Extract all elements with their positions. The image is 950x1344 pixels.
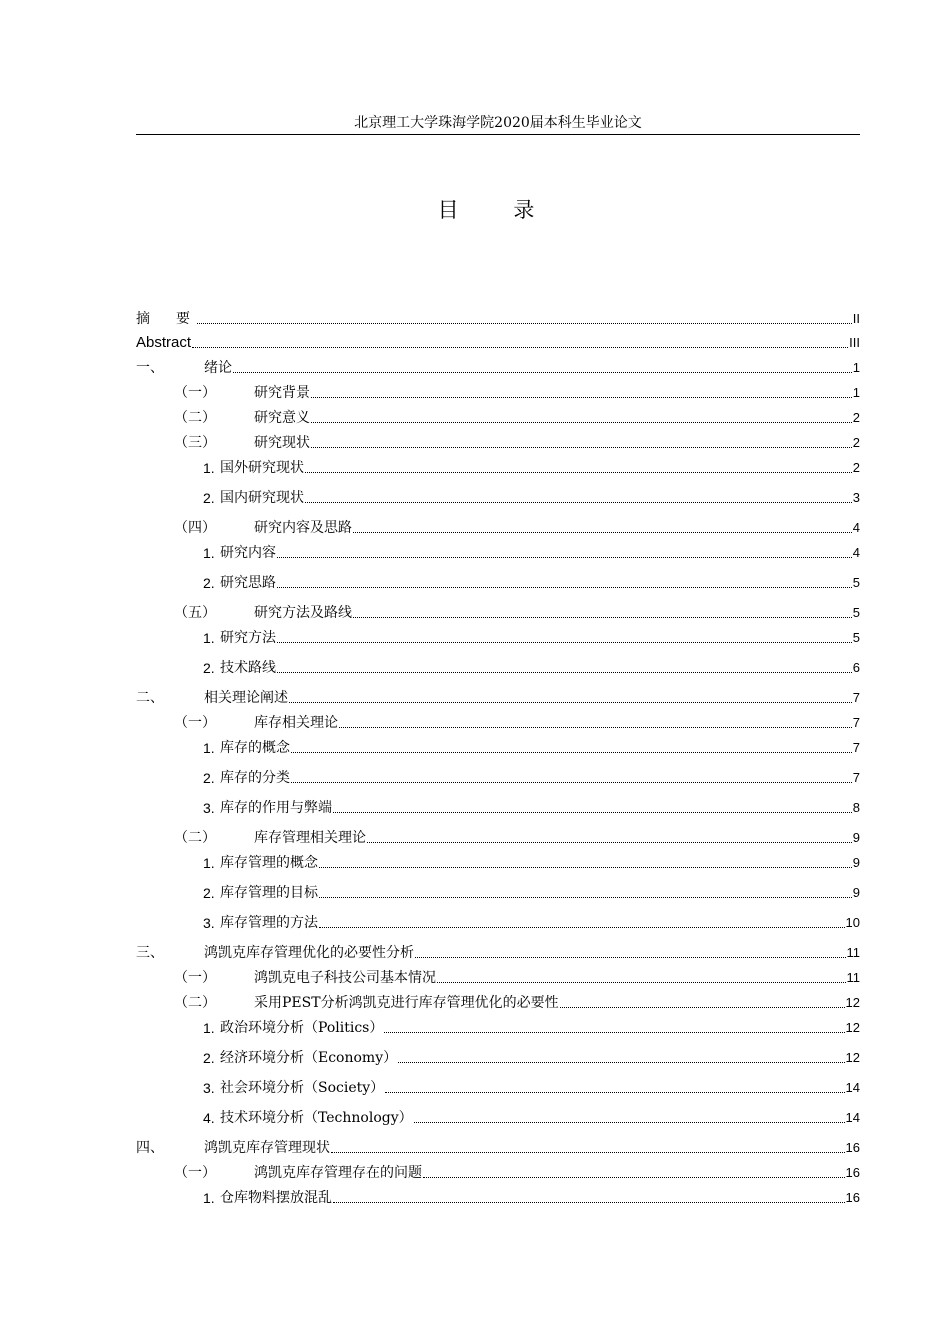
toc-page-number: 4 bbox=[852, 520, 860, 535]
toc-entry-label: 库存管理的概念 bbox=[220, 855, 318, 871]
toc-entry-number: 2. bbox=[203, 660, 215, 676]
toc-entry[interactable] bbox=[136, 687, 860, 707]
toc-page-number: 2 bbox=[852, 410, 860, 425]
toc-page-number: 7 bbox=[852, 770, 860, 785]
toc-entry-number: 1. bbox=[203, 855, 215, 871]
toc-entry-number: 1. bbox=[203, 460, 215, 476]
toc-page-number: 14 bbox=[845, 1080, 860, 1095]
toc-page-number: 5 bbox=[852, 605, 860, 620]
toc-page-number: 16 bbox=[845, 1165, 860, 1180]
toc-entry-number: （二） bbox=[174, 830, 216, 846]
toc-entry[interactable] bbox=[174, 432, 860, 452]
toc-entry-number: （四） bbox=[174, 520, 216, 536]
toc-entry-label: 经济环境分析（Economy） bbox=[220, 1050, 398, 1066]
toc-entry[interactable] bbox=[203, 852, 860, 872]
toc-leader-dots bbox=[192, 346, 848, 348]
toc-entry[interactable] bbox=[203, 737, 860, 757]
toc-entry-number: （五） bbox=[174, 605, 216, 621]
toc-entry[interactable] bbox=[203, 797, 860, 817]
toc-entry-label: 鸿凯克库存管理现状 bbox=[204, 1140, 330, 1156]
toc-entry-number: 一、 bbox=[136, 360, 164, 376]
toc-entry-number: 四、 bbox=[136, 1140, 164, 1156]
toc-entry[interactable] bbox=[203, 457, 860, 477]
toc-entry-number: 2. bbox=[203, 575, 215, 591]
toc-page-number: 16 bbox=[845, 1190, 860, 1205]
toc-entry-label: 库存的概念 bbox=[220, 740, 290, 756]
toc-entry-number: 3. bbox=[203, 800, 215, 816]
toc-leader-dots bbox=[339, 726, 852, 728]
toc-entry[interactable] bbox=[174, 967, 860, 987]
toc-entry-label: 研究方法及路线 bbox=[254, 605, 352, 621]
toc-entry[interactable] bbox=[203, 912, 860, 932]
toc-leader-dots bbox=[311, 421, 852, 423]
toc-leader-dots bbox=[277, 586, 852, 588]
toc-page-number: 14 bbox=[845, 1110, 860, 1125]
toc-page-number: 12 bbox=[845, 995, 860, 1010]
toc-entry-label: 库存管理的方法 bbox=[220, 915, 318, 931]
toc-entry-number: （一） bbox=[174, 1165, 216, 1181]
toc-leader-dots bbox=[319, 926, 845, 928]
toc-page-number: 12 bbox=[845, 1050, 860, 1065]
toc-entry-label: 库存的作用与弊端 bbox=[220, 800, 332, 816]
toc-leader-dots bbox=[319, 866, 852, 868]
toc-entry-label: 绪论 bbox=[204, 360, 232, 376]
toc-page-number: 4 bbox=[852, 545, 860, 560]
toc-entry[interactable] bbox=[203, 627, 860, 647]
toc-entry[interactable] bbox=[174, 712, 860, 732]
toc-page-number: III bbox=[849, 335, 860, 350]
toc-entry[interactable] bbox=[174, 382, 860, 402]
toc-entry[interactable] bbox=[136, 332, 860, 352]
toc-leader-dots bbox=[398, 1061, 844, 1063]
toc-entry[interactable] bbox=[174, 517, 860, 537]
toc-entry[interactable] bbox=[136, 1137, 860, 1157]
toc-entry[interactable] bbox=[203, 1047, 860, 1067]
toc-leader-dots bbox=[384, 1031, 844, 1033]
toc-entry-number: 摘 要 bbox=[136, 311, 196, 327]
toc-entry-number: 二、 bbox=[136, 690, 164, 706]
toc-page-number: 7 bbox=[852, 715, 860, 730]
toc-page-number: 5 bbox=[852, 630, 860, 645]
toc-leader-dots bbox=[197, 322, 852, 324]
toc-entry-label: 政治环境分析（Politics） bbox=[220, 1020, 384, 1036]
toc-entry-number: 1. bbox=[203, 630, 215, 646]
toc-entry-number: （一） bbox=[174, 385, 216, 401]
toc-leader-dots bbox=[233, 371, 852, 373]
page-header bbox=[136, 116, 860, 135]
toc-entry[interactable] bbox=[174, 827, 860, 847]
toc-page-number: 7 bbox=[852, 740, 860, 755]
toc-entry-number: 2. bbox=[203, 885, 215, 901]
toc-entry-label: 库存相关理论 bbox=[254, 715, 338, 731]
toc-leader-dots bbox=[560, 1006, 845, 1008]
toc-entry-label: 相关理论阐述 bbox=[204, 690, 288, 706]
toc-page-number: 9 bbox=[852, 885, 860, 900]
toc-leader-dots bbox=[353, 616, 852, 618]
toc-entry-number: 3. bbox=[203, 915, 215, 931]
toc-page-number: 11 bbox=[846, 970, 860, 985]
toc-entry[interactable] bbox=[136, 308, 860, 328]
toc-entry-label: 库存管理相关理论 bbox=[254, 830, 366, 846]
toc-entry[interactable] bbox=[136, 942, 860, 962]
toc-leader-dots bbox=[415, 956, 846, 958]
toc-leader-dots bbox=[333, 811, 852, 813]
toc-page-number: 8 bbox=[852, 800, 860, 815]
page-title: 目 录 bbox=[437, 198, 559, 222]
toc-leader-dots bbox=[385, 1091, 844, 1093]
header-text: 北京理工大学珠海学院2020届本科生毕业论文 bbox=[354, 115, 642, 131]
toc-entry-label: 库存管理的目标 bbox=[220, 885, 318, 901]
toc-entry[interactable] bbox=[203, 1187, 860, 1207]
toc-entry[interactable] bbox=[203, 767, 860, 787]
toc-leader-dots bbox=[319, 896, 852, 898]
toc-entry[interactable] bbox=[174, 992, 860, 1012]
toc-entry-label: 研究现状 bbox=[254, 435, 310, 451]
toc-page-number: 3 bbox=[852, 490, 860, 505]
toc-page-number: 2 bbox=[852, 435, 860, 450]
toc-entry[interactable] bbox=[174, 1162, 860, 1182]
toc-entry-number: 2. bbox=[203, 1050, 215, 1066]
toc-entry-number: 1. bbox=[203, 545, 215, 561]
toc-entry-label: 技术路线 bbox=[220, 660, 276, 676]
toc-entry-number: 1. bbox=[203, 740, 215, 756]
toc-page-number: 9 bbox=[852, 830, 860, 845]
toc-entry-label: 研究方法 bbox=[220, 630, 276, 646]
toc-entry-number: （一） bbox=[174, 970, 216, 986]
toc-entry-label: 技术环境分析（Technology） bbox=[220, 1110, 413, 1126]
toc-entry-label: 研究思路 bbox=[220, 575, 276, 591]
toc-entry-number: 2. bbox=[203, 770, 215, 786]
toc-leader-dots bbox=[291, 751, 852, 753]
toc-entry[interactable] bbox=[203, 657, 860, 677]
toc-entry-number: （二） bbox=[174, 995, 216, 1011]
toc-entry-label: 国外研究现状 bbox=[220, 460, 304, 476]
toc-entry-number: 1. bbox=[203, 1190, 215, 1206]
toc-page-number: 16 bbox=[845, 1140, 860, 1155]
toc-leader-dots bbox=[289, 701, 852, 703]
toc-entry-number: （一） bbox=[174, 715, 216, 731]
toc-leader-dots bbox=[311, 446, 852, 448]
toc-leader-dots bbox=[277, 671, 852, 673]
toc-entry-number: （三） bbox=[174, 435, 216, 451]
toc-entry[interactable] bbox=[174, 602, 860, 622]
toc-entry-label: 鸿凯克库存管理优化的必要性分析 bbox=[204, 945, 414, 961]
toc-entry-label: 国内研究现状 bbox=[220, 490, 304, 506]
toc-entry-number: Abstract bbox=[136, 334, 192, 351]
toc-entry-number: 1. bbox=[203, 1020, 215, 1036]
toc-page-number: II bbox=[852, 311, 860, 326]
toc-page-number: 2 bbox=[852, 460, 860, 475]
toc-leader-dots bbox=[414, 1121, 845, 1123]
toc-entry[interactable] bbox=[203, 542, 860, 562]
toc-leader-dots bbox=[333, 1201, 845, 1203]
toc-leader-dots bbox=[305, 471, 852, 473]
toc-entry-number: 2. bbox=[203, 490, 215, 506]
toc-leader-dots bbox=[331, 1151, 845, 1153]
toc-entry-label: 研究意义 bbox=[254, 410, 310, 426]
toc-entry[interactable] bbox=[136, 357, 860, 377]
toc-page-number: 5 bbox=[852, 575, 860, 590]
toc-entry-label: 研究内容及思路 bbox=[254, 520, 352, 536]
toc-page-number: 1 bbox=[852, 385, 860, 400]
toc-leader-dots bbox=[305, 501, 852, 503]
toc-entry-label: 研究内容 bbox=[220, 545, 276, 561]
toc-entry-number: （二） bbox=[174, 410, 216, 426]
toc-page-number: 10 bbox=[845, 915, 860, 930]
toc-page-number: 6 bbox=[852, 660, 860, 675]
toc-entry-number: 三、 bbox=[136, 945, 164, 961]
toc-leader-dots bbox=[277, 556, 852, 558]
toc-entry-label: 采用PEST分析鸿凯克进行库存管理优化的必要性 bbox=[254, 995, 559, 1011]
toc-leader-dots bbox=[367, 841, 852, 843]
toc-page-number: 1 bbox=[852, 360, 860, 375]
toc-entry[interactable] bbox=[203, 882, 860, 902]
toc-entry-label: 社会环境分析（Society） bbox=[220, 1080, 385, 1096]
toc-entry-label: 鸿凯克电子科技公司基本情况 bbox=[254, 970, 436, 986]
toc-entry[interactable] bbox=[174, 407, 860, 427]
toc-entry-number: 3. bbox=[203, 1080, 215, 1096]
toc-page-number: 12 bbox=[845, 1020, 860, 1035]
toc-page-number: 11 bbox=[846, 945, 860, 960]
toc-entry-label: 鸿凯克库存管理存在的问题 bbox=[254, 1165, 422, 1181]
toc-entry[interactable] bbox=[203, 487, 860, 507]
toc-entry-label: 仓库物料摆放混乱 bbox=[220, 1190, 332, 1206]
toc-leader-dots bbox=[291, 781, 852, 783]
toc-leader-dots bbox=[437, 981, 846, 983]
toc-entry-label: 库存的分类 bbox=[220, 770, 290, 786]
toc-leader-dots bbox=[423, 1176, 845, 1178]
toc-entry[interactable] bbox=[203, 572, 860, 592]
toc-entry-number: 4. bbox=[203, 1110, 215, 1126]
toc-entry[interactable] bbox=[203, 1077, 860, 1097]
toc-page-number: 7 bbox=[852, 690, 860, 705]
toc-entry[interactable] bbox=[203, 1107, 860, 1127]
toc-leader-dots bbox=[311, 396, 852, 398]
toc-page-number: 9 bbox=[852, 855, 860, 870]
toc-leader-dots bbox=[277, 641, 852, 643]
toc-entry[interactable] bbox=[203, 1017, 860, 1037]
toc-leader-dots bbox=[353, 531, 852, 533]
toc-entry-label: 研究背景 bbox=[254, 385, 310, 401]
